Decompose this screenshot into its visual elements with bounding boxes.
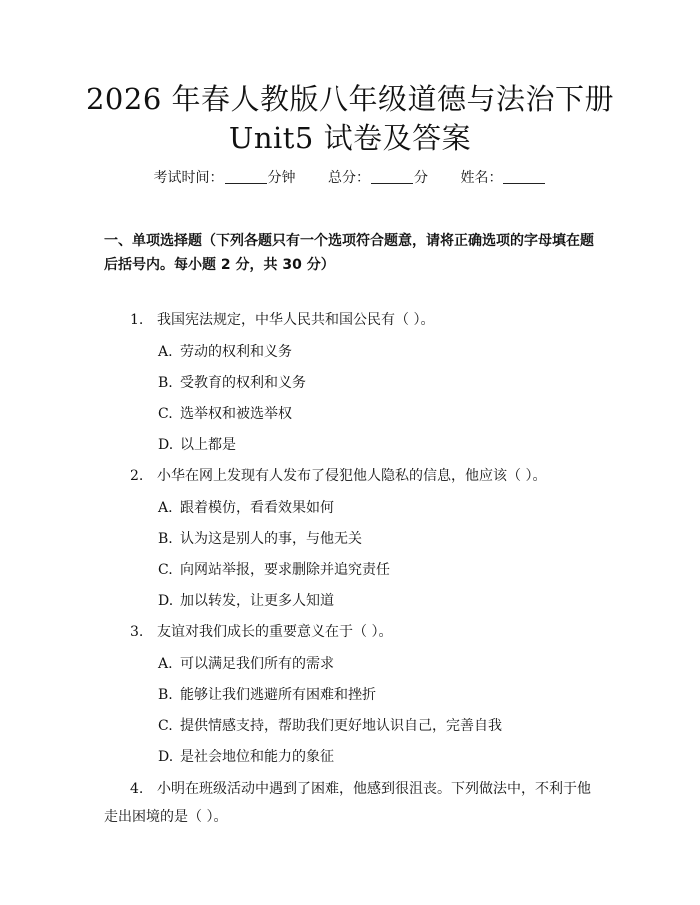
option-text: 能够让我们逃避所有困难和挫折 (180, 687, 376, 703)
option-2a (158, 498, 334, 518)
option-text: 向网站举报，要求删除并追究责任 (180, 562, 390, 578)
option-text: 是社会地位和能力的象征 (180, 749, 334, 765)
option-2c (158, 560, 390, 580)
question-1 (130, 310, 434, 330)
question-4 (104, 775, 604, 831)
exam-time-blank (225, 169, 267, 184)
option-text: 认为这是别人的事，与他无关 (180, 531, 362, 547)
question-2 (130, 466, 546, 486)
option-1c (158, 404, 292, 424)
option-text: 受教育的权利和义务 (180, 375, 306, 391)
question-number: 3. (130, 624, 144, 640)
student-name-label: 姓名： (460, 170, 503, 186)
exam-title-line-1: 2026 年春人教版八年级道德与法治下册 (85, 82, 615, 116)
total-score-unit: 分 (414, 170, 428, 186)
option-text: 提供情感支持，帮助我们更好地认识自己，完善自我 (180, 718, 502, 734)
option-1d (158, 435, 236, 455)
question-text: 小明在班级活动中遇到了困难，他感到很沮丧。下列做法中，不利于他走出困境的是（ ）。 (104, 781, 591, 825)
student-name-field (460, 168, 546, 188)
exam-time-field (154, 168, 296, 188)
section-heading: 一、单项选择题（下列各题只有一个选项符合题意，请将正确选项的字母填在题后括号内。每小题 2 分，共 30 分） (104, 233, 594, 273)
total-score-blank (371, 169, 413, 184)
option-text: 跟着模仿，看看效果如何 (180, 500, 334, 516)
option-letter: B. (158, 531, 173, 547)
exam-time-label: 考试时间： (153, 170, 224, 186)
question-3 (130, 622, 392, 642)
option-letter: B. (158, 375, 173, 391)
question-text: 友谊对我们成长的重要意义在于（ ）。 (157, 624, 393, 640)
question-text: 我国宪法规定，中华人民共和国公民有（ ）。 (157, 312, 435, 328)
exam-time-unit: 分钟 (267, 170, 296, 186)
option-letter: A. (158, 344, 173, 360)
option-letter: A. (158, 500, 173, 516)
student-name-blank (503, 169, 545, 184)
option-letter: D. (158, 593, 174, 609)
option-text: 加以转发，让更多人知道 (180, 593, 334, 609)
total-score-label: 总分： (328, 170, 370, 186)
option-1b (158, 373, 306, 393)
option-text: 以上都是 (180, 437, 236, 453)
option-2b (158, 529, 362, 549)
option-2d (158, 591, 334, 611)
total-score-field (328, 168, 428, 188)
option-text: 劳动的权利和义务 (180, 344, 292, 360)
option-1a (158, 342, 292, 362)
question-number: 1. (130, 312, 144, 328)
exam-info-line (0, 168, 700, 188)
option-text: 选举权和被选举权 (180, 406, 292, 422)
question-number: 4. (130, 781, 144, 797)
option-3a (158, 654, 334, 674)
option-letter: C. (158, 718, 173, 734)
question-number: 2. (130, 468, 144, 484)
option-letter: D. (158, 749, 174, 765)
option-letter: A. (158, 656, 173, 672)
option-letter: D. (158, 437, 174, 453)
question-text: 小华在网上发现有人发布了侵犯他人隐私的信息，他应该（ ）。 (157, 468, 547, 484)
option-letter: C. (158, 562, 173, 578)
option-letter: C. (158, 406, 173, 422)
option-text: 可以满足我们所有的需求 (180, 656, 334, 672)
option-letter: B. (158, 687, 173, 703)
option-3d (158, 747, 334, 767)
exam-title-line-2: Unit5 试卷及答案 (228, 121, 472, 155)
option-3c (158, 716, 502, 736)
option-3b (158, 685, 376, 705)
